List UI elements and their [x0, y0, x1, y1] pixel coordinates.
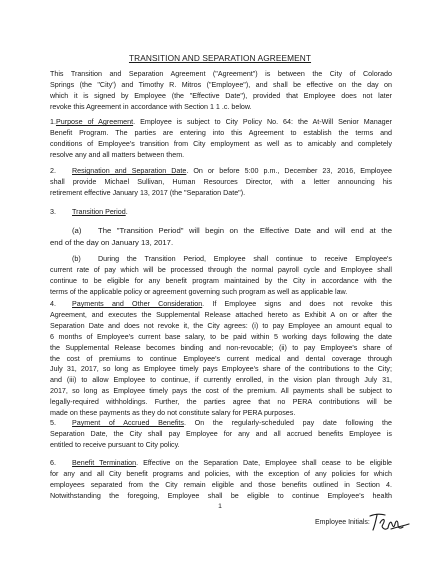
section-text: The "Transition Period" will begin on the Effective Date and will end at the — [98, 226, 392, 235]
section-line: Separation Date, the City shall pay Employee for any and all accrued benefits Employee is — [50, 429, 392, 438]
section-5 — [50, 418, 392, 451]
section-number: 2. — [50, 167, 56, 175]
section-3a — [50, 225, 392, 248]
section-3-heading-line — [50, 207, 392, 218]
section-3b — [50, 254, 392, 298]
section-4 — [50, 299, 392, 419]
section-line: continue to be eligible for any benefit program maintained by the City in accordance with the — [50, 276, 392, 285]
section-line: July 31, 2017, so long as Employee timely pays Employee's share of the contributions to the City; — [50, 365, 392, 374]
section-line: Agreement, and executes the Supplemental Release attached hereto as Exhibit A on or after the — [50, 310, 392, 319]
section-text: . Effective on the Separation Date, Employee shall cease to be eligible — [136, 459, 392, 467]
section-4-first-line — [50, 299, 392, 310]
subsection-label: (a) — [72, 226, 82, 235]
section-heading: Payment of Accrued Benefits — [72, 419, 184, 427]
section-line: Separation Date and does not revoke it, the City agrees: (i) to pay Employee an amount equal to — [50, 321, 392, 330]
section-1 — [50, 117, 392, 161]
section-line: the Supplemental Release becomes binding and non-revocable; (ii) to pay Employee's share of — [50, 343, 392, 352]
section-number: 3. — [50, 208, 56, 216]
section-line: employees separated from the City remain eligible and those benefits outlined in Section 4. — [50, 480, 392, 489]
section-3 — [50, 207, 392, 218]
intro-line: which it is signed by Employee (the "Effective Date"), provided that Employee does not later — [50, 91, 392, 100]
intro-paragraph — [50, 69, 392, 113]
handwritten-initials-signature — [367, 511, 411, 533]
section-text: . Employee is subject to City Policy No. 64: the At-Will Senior Manager — [133, 118, 392, 126]
section-line: for any and all City benefit programs and policies, with the exception of any policies for which — [50, 469, 392, 478]
section-5-first-line — [50, 418, 392, 429]
section-heading: Purpose of Agreement — [55, 118, 134, 126]
section-line: current rate of pay which will be processed through the normal payroll cycle and Employee shall — [50, 265, 392, 274]
section-line: shall provide Michael Sullivan, Human Resources Director, with a letter announcing his — [50, 177, 392, 186]
page-number: 1 — [218, 503, 222, 510]
section-line: entitled to receive pursuant to City policy. — [50, 440, 180, 449]
section-line: made on these payments as they do not constitute salary for PERA purposes. — [50, 409, 296, 418]
section-text: During the Transition Period, Employee shall continue to receive Employee's — [98, 255, 392, 263]
section-6 — [50, 458, 392, 502]
section-line: conditions of Employee's transition from City employment as well as to amicably and completely — [50, 139, 392, 148]
section-line: the cost of premiums to continue Employee's current medical and dental coverage through — [50, 354, 392, 363]
section-line: and (iii) to allow Employee to continue, if currently enrolled, in the vision plan through July 31, — [50, 376, 392, 385]
section-heading: Benefit Termination — [72, 459, 137, 467]
section-number: 6. — [50, 459, 56, 467]
section-heading: Resignation and Separation Date — [72, 167, 187, 175]
section-line: retirement effective January 13, 2017 (the "Separation Date"). — [50, 188, 246, 197]
section-2 — [50, 166, 392, 199]
section-line: 2017, so long as Employee timely pays the cost of the premium. All payments shall be subject to — [50, 387, 392, 396]
section-line: Notwithstanding the foregoing, Employee shall be eligible to continue Employee's health — [50, 491, 392, 500]
section-line: legally-required withholdings. Further, the parties agree that no PERA contributions will be — [50, 398, 392, 407]
section-line: end of the day on January 13, 2017. — [50, 237, 174, 247]
section-line: terms of the applicable policy or agreement governing such program as well as applicable law. — [50, 287, 348, 296]
section-heading: Transition Period — [72, 208, 126, 216]
section-heading-period: . — [125, 208, 128, 216]
intro-line: revoke this Agreement in accordance with Section 1 1 .c. below. — [50, 102, 252, 111]
section-heading: Payments and Other Consideration — [72, 300, 203, 308]
intro-line: Springs (the "City') and Timothy R. Mitros ("Employee"), and shall be effective on the day on — [50, 80, 392, 89]
subsection-label: (b) — [72, 255, 81, 263]
section-number: 5. — [50, 419, 56, 427]
section-2-first-line — [50, 166, 392, 177]
section-line: 6 months of Employee's current base salary, to be paid within 5 working days following the date — [50, 332, 392, 341]
section-text: . If Employee signs and does not revoke this — [202, 300, 392, 308]
section-text: . On or before 5:00 p.m., December 23, 2016, Employee — [186, 167, 392, 175]
employee-initials-label: Employee Initials: — [315, 519, 370, 526]
section-text: . On the regularly-scheduled pay date following the — [183, 419, 392, 427]
section-6-first-line — [50, 458, 392, 469]
section-3a-first-line — [50, 225, 392, 237]
section-1-first-line — [50, 117, 392, 128]
section-line: Benefit Program. The parties are entering into this Agreement to establish the terms and — [50, 128, 392, 137]
section-number: 1. — [50, 118, 56, 126]
section-line: resolve any and all matters between them. — [50, 150, 185, 159]
intro-line: This Transition and Separation Agreement ("Agreement") is between the City of Colorado — [50, 70, 392, 78]
section-number: 4. — [50, 300, 56, 308]
document-title: TRANSITION AND SEPARATION AGREEMENT — [128, 53, 312, 63]
section-3b-first-line — [50, 254, 392, 265]
